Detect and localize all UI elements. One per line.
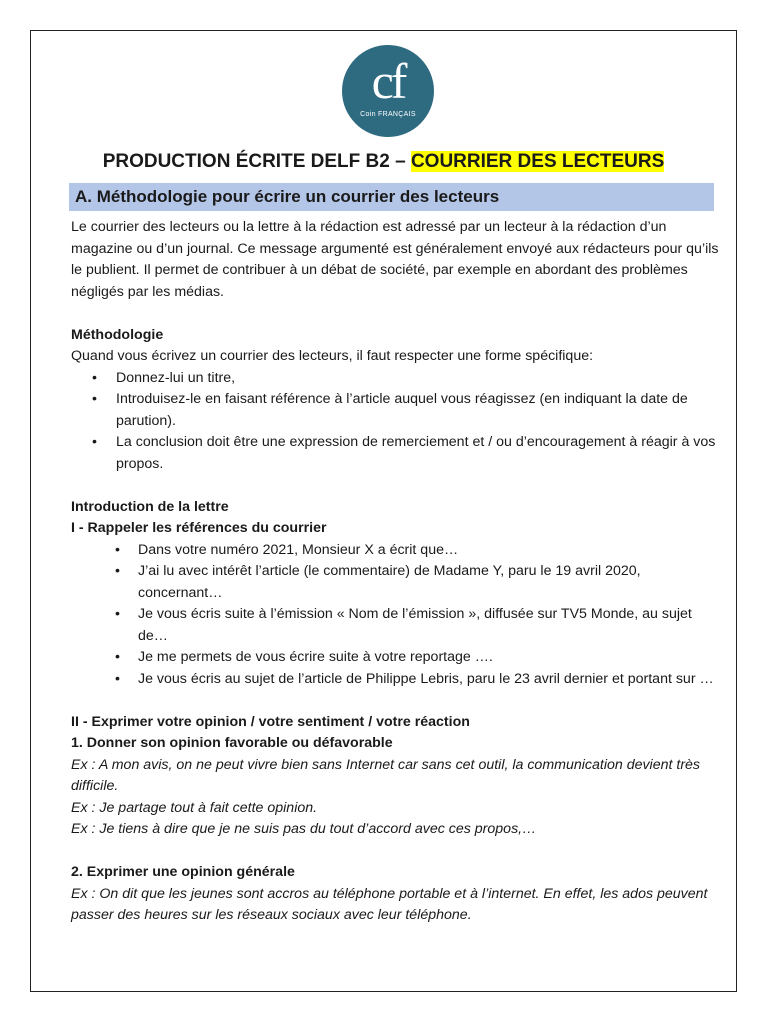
list-item: • Introduisez-le en faisant référence à l’article auquel vous réagissez (en indiquant la date de parution). [71,389,721,432]
list-item: • Dans votre numéro 2021, Monsieur X a écrit que… [71,540,721,562]
methodology-lead: Quand vous écrivez un courrier des lecteurs, il faut respecter une forme spécifique: [71,348,594,364]
document-title [30,149,737,175]
example-text: Ex : Je tiens à dire que je ne suis pas du tout d’accord avec ces propos,… [71,821,537,837]
references-list [71,540,721,691]
methodology-heading: Méthodologie [71,326,164,343]
example-text: Ex : A mon avis, on ne peut vivre bien sans Internet car sans cet outil, la communication devient très difficile. [71,756,701,794]
part-two-heading: II - Exprimer votre opinion / votre sentiment / votre réaction [71,713,470,730]
section-a-heading-bar [69,183,714,211]
coin-francais-logo [342,45,434,137]
list-item: • Je me permets de vous écrire suite à votre reportage …. [71,647,721,669]
list-item: • La conclusion doit être une expression de remerciement et / ou d’encouragement à réagir à vos propos. [71,432,721,475]
logo-caption: Coin FRANÇAIS [360,111,416,118]
part-two-sub2-heading: 2. Exprimer une opinion générale [71,864,295,880]
example-text: Ex : Je partage tout à fait cette opinion. [71,799,318,816]
intro-paragraph: Le courrier des lecteurs ou la lettre à la rédaction est adressé par un lecteur à la rédaction d’un magazine ou d’un journal. Ce message argumenté est généralement envoyé aux rédacteurs pour qu’ils le publient. Il permet de contribuer à un débat de société, par exemple en abordant des problèmes négligés par les médias. [71,219,719,300]
logo-mark: cf [371,53,405,109]
document-body [71,217,721,927]
list-item: • Je vous écris suite à l’émission « Nom de l’émission », diffusée sur TV5 Monde, au sujet de… [71,604,721,647]
list-item: • J’ai lu avec intérêt l’article (le commentaire) de Madame Y, paru le 19 avril 2020, concernant… [71,561,721,604]
list-item: • Je vous écris au sujet de l’article de Philippe Lebris, paru le 23 avril dernier et portant sur … [71,669,721,691]
methodology-list [71,368,721,476]
title-prefix: PRODUCTION ÉCRITE DELF B2 – [102,151,411,172]
title-highlight: COURRIER DES LECTEURS [410,151,665,172]
section-a-heading: A. Méthodologie pour écrire un courrier des lecteurs [75,187,500,206]
list-item: • Donnez-lui un titre, [71,368,721,390]
example-text: Ex : On dit que les jeunes sont accros au téléphone portable et à l’internet. En effet, les ados peuvent passer des heures sur les réseaux sociaux avec leur téléphone. [71,885,708,923]
introduction-subheading: I - Rappeler les références du courrier [71,520,327,536]
part-two-sub1-heading: 1. Donner son opinion favorable ou défavorable [71,735,393,751]
introduction-heading: Introduction de la lettre [71,498,229,515]
